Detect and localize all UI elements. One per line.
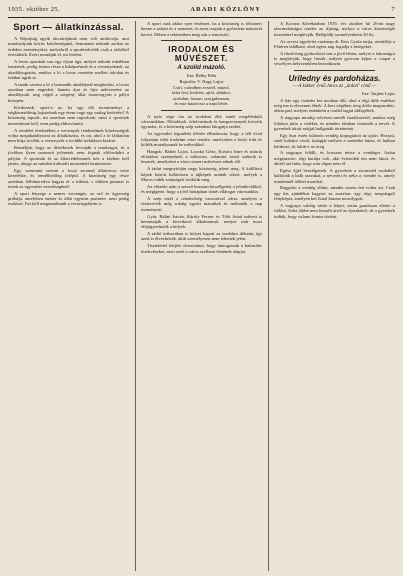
section-divider: [161, 40, 242, 41]
literature-paragraph: A nyár vége óta az irodalmi élet ismét megélénkült városunkban. Előadások, felolvasások és hangversenyek követik egymást, és a közönség szép számban látogatja ezeket.: [141, 113, 262, 130]
poem-illustrator: Rajzolta: V. Nagy Lajos: [179, 79, 224, 85]
feature-paragraph: Egy őszi estén különös vendég kopogtatott az ajtón. Hosszú, sötét kabátot viselt, kalapját mélyen a szemébe húzta, és halkan kérdezte, itt lakik-e az öreg.: [274, 132, 395, 149]
news-paragraph: A tűzoltóság gyakorlatot tart a jövő héten, melyre a lakosságot is meghívják, hogy lássák, milyen gyorsan képes a csapat a veszélyes helyzetekben beavatkozni.: [274, 50, 395, 67]
page-number: 7: [391, 6, 395, 13]
column-news-feature: [268, 21, 395, 571]
sport-paragraph: A Népújság egyik tárcaírójának nem volt ambíciója, ami mindnyájunk közös kötelességünk, bemutatni nekünk azokat az érdekes eseményeket, melyekről a sportkedvelők csak a rádióból értesülnek. Ezért mondjuk el, mi történt.: [8, 36, 129, 58]
sport-paragraph: A tanúk szerint a ló a harmadik akadálynál megbotlott, a lovas azonban nem engedett, hanem újra és újra nekivezette az akadálynak, míg végül a szegény állat összerogyott a pálya közepén.: [8, 81, 129, 103]
feature-paragraph: Egész éjjel beszélgettek. A gyerekek a szomszéd szobából hallották a halk szavakat, a nevetést és néha a csendet is, amely mindennél többet mondott.: [274, 167, 395, 184]
newspaper-page: [8, 6, 395, 572]
literature-paragraph: Hangok: Bálint Lajos, Laczkó Géza, Kovács Imre és mások előadásai szerepelnek a műsoron, valamint zenei számok is lesznek, amelyeket a város ismert művészei adnak elő.: [141, 148, 262, 165]
feature-paragraph: A nagyapa felállt, és hosszan nézte a vendéget. Aztán megismerte: régi barátja volt, akit évtizedek óta nem látott, és akiről azt hitte, hogy már régen nem él.: [274, 150, 395, 167]
news-paragraph: Az orvosi ügyeletet vasárnap dr. Kiss Gyula tartja, rendelője a Főtéren található, ahol egész nap fogadja a betegeket.: [274, 38, 395, 49]
poem-author: Irta: Réthy Béla: [186, 73, 217, 79]
sport-article-body: [8, 36, 129, 207]
sport-paragraph: A sport lényege a nemes versengés, az erő és ügyesség próbája, amelyben ember és állat egymás partnere, nem pedig eszköze. Ezt kell megtanulnunk a versenypályán is.: [8, 190, 129, 207]
poem-verses: [141, 85, 262, 107]
newspaper-name: ARADI KÖZLÖNY: [190, 6, 262, 13]
page-header: [8, 6, 395, 18]
literature-paragraph: Tisztelettel kérjük olvasóinkat, hogy támogassák a kulturális törekvéseket, mert ezek a város szellemi életének alapjai.: [141, 243, 262, 254]
section-divider: [294, 70, 375, 71]
sport-paragraph: Kérdezzük: sport-e az, ha egy élő teremtményt a végkimerülésig hajszolnak egy érem vagy egy szalag kedvéért? A közönség tapsolt, mi azonban nem tapsolunk, mert a sportnak nemesítenie kell, nem pedig eldurvítania.: [8, 104, 129, 126]
column-literature: [135, 21, 262, 571]
columns: [8, 21, 395, 571]
sport-paragraph: Egy szemtanú szerint a lovat azonnal állatorvos vette kezelésbe, és remélhetőleg felépül. A közönség egy része azonban felháborodva hagyta el a tribünt, s többen panaszt is tettek az egyesület vezetőségénél.: [8, 167, 129, 189]
literature-paragraph: Gyár: Bálint István, Károly Ferenc és Tóth Antal műveit is bemutatják a következő alkalommal, melyre már most előjegyezhetők a helyek.: [141, 213, 262, 230]
literature-paragraph: A rádió műsorában is helyet kapott az irodalmi délután, így azok is élvezhették, akik személyesen nem lehettek jelen.: [141, 231, 262, 242]
literature-paragraph: A szép estét a rendezőség vacsorával zárta, amelyen a résztvevők még sokáig együtt maradtak és méltatták a nap eseményeit.: [141, 195, 262, 212]
poem-line: szolidan, lassan, szorgalmasan,: [172, 95, 231, 101]
issue-date: 1935. október 25.: [8, 6, 60, 13]
sport-paragraph: Reméljük, hogy az illetékesek levonják a tanulságot, és a jövőben ilyen szomorú jelenetek nem fognak előfordulni a pályán. A sportnak és az állatvédelemnek kéz a kézben kell járnia, ahogy az minden kulturált nemzetnél természetes.: [8, 145, 129, 167]
feature-paragraph: Reggelre a vendég eltűnt, mintha sosem lett volna ott. Csak egy kis ajándékot hagyott az asztalon: egy régi, megsárgult fényképet, amelyen két fiatal katona mosolygott.: [274, 185, 395, 202]
literature-paragraph: Az egyesület legutóbbi ülésén elhatározta, hogy a téli évad folyamán több irodalmi estet rendez, amelyeken a helyi írók és költők mutatkoznak be műveikkel.: [141, 131, 262, 147]
poem-title: A szolid mázoló.: [177, 64, 226, 72]
news-paragraph: A Korona Kávéházban 1935. évi október hó 26-án nagy táncmulatságot rendez az ifjúság, melyre a város közönségét tisztelettel meghívják. Belépődíj személyenként 30 lej.: [274, 21, 395, 37]
feature-title: Uriledny és pardoházas.: [288, 73, 381, 83]
section-title: IRODALOM ÉS MŰVÉSZET.: [168, 45, 235, 64]
feature-subtitle: — A kokker Jenő Jancs az ,,ürdon" című —: [293, 83, 376, 89]
sport-article-title: Sport — állatkínzással.: [13, 22, 124, 33]
feature-author: Irta: Tarjáni Lajos: [361, 90, 395, 96]
feature-paragraph: A nagyapa sokáig nézte a képet, aztán gondosan eltette a fiókba. Soha többé nem beszélt arról az éjszakáról, de a gyerekek tudták, hogy valami fontos történt.: [274, 202, 395, 219]
poem-line: Csitt, csöndben ecsetel, mázol,: [173, 85, 230, 91]
literature-paragraph: Az előadás után a szerző hosszan beszélgetett a jelenlevőkkel, és megígérte, hogy a jövő hónapban ismét ellátogat városunkba.: [141, 183, 262, 195]
literature-body: [141, 114, 262, 254]
feature-paragraph: A ház egy csendes kis utcában állt, ahol a régi idők emlékei még ma is elevenen élnek. A kert végében öreg diófa magasodott, alatta pad, melyen esténként a család tagjai üldögéltek.: [274, 97, 395, 114]
news-body: [274, 21, 395, 67]
column-sport: [8, 21, 129, 571]
sport-paragraph: A lovas sportnak van egy olyan ága, melyet nálunk ritkábban ismernek, pedig fontos része a kiképzésnek és a versenyeknek: az akadályugratás, amikor a ló a lovas vezetése mellett árkokat és falakat ugrik át.: [8, 58, 129, 80]
section-divider: [161, 110, 242, 111]
sport-paragraph: A rendelet értelmében a versenyek rendezőinek kötelességük volna megakadályozni az állatkínzást, és ott, ahol a ló láthatóan nem bírja tovább, a versenyzőt a további induláson kizárni.: [8, 127, 129, 144]
poem-line: és este hazaviszi a napi bérét.: [174, 101, 229, 107]
poem-line: falat fest, kerítést, ajtót, ablakot,: [171, 90, 232, 96]
intro-paragraph: A sport csak akkor nyer értelmet, ha a közönség is felismeri benne a szépet és a nemeset, és nem csupán a győzelem mámorát keresi. Ebben a tekintetben még sok a tennivaló.: [141, 21, 262, 37]
feature-paragraph: A nagyapa mindig szívesen mesélt fiatalkoráról, amikor még lóháton járta a vidéket, és minden faluban ismerték a nevét. A gyerekek tátott szájjal hallgatták történeteit.: [274, 115, 395, 131]
literature-paragraph: A tárlat megnyitóján nagy közönség jelent meg. A kiállított képek között különösen a tájképek arattak sikert, melyek a Maros-vidék szépségeit örökítik meg.: [141, 166, 262, 182]
feature-body: [274, 98, 395, 219]
